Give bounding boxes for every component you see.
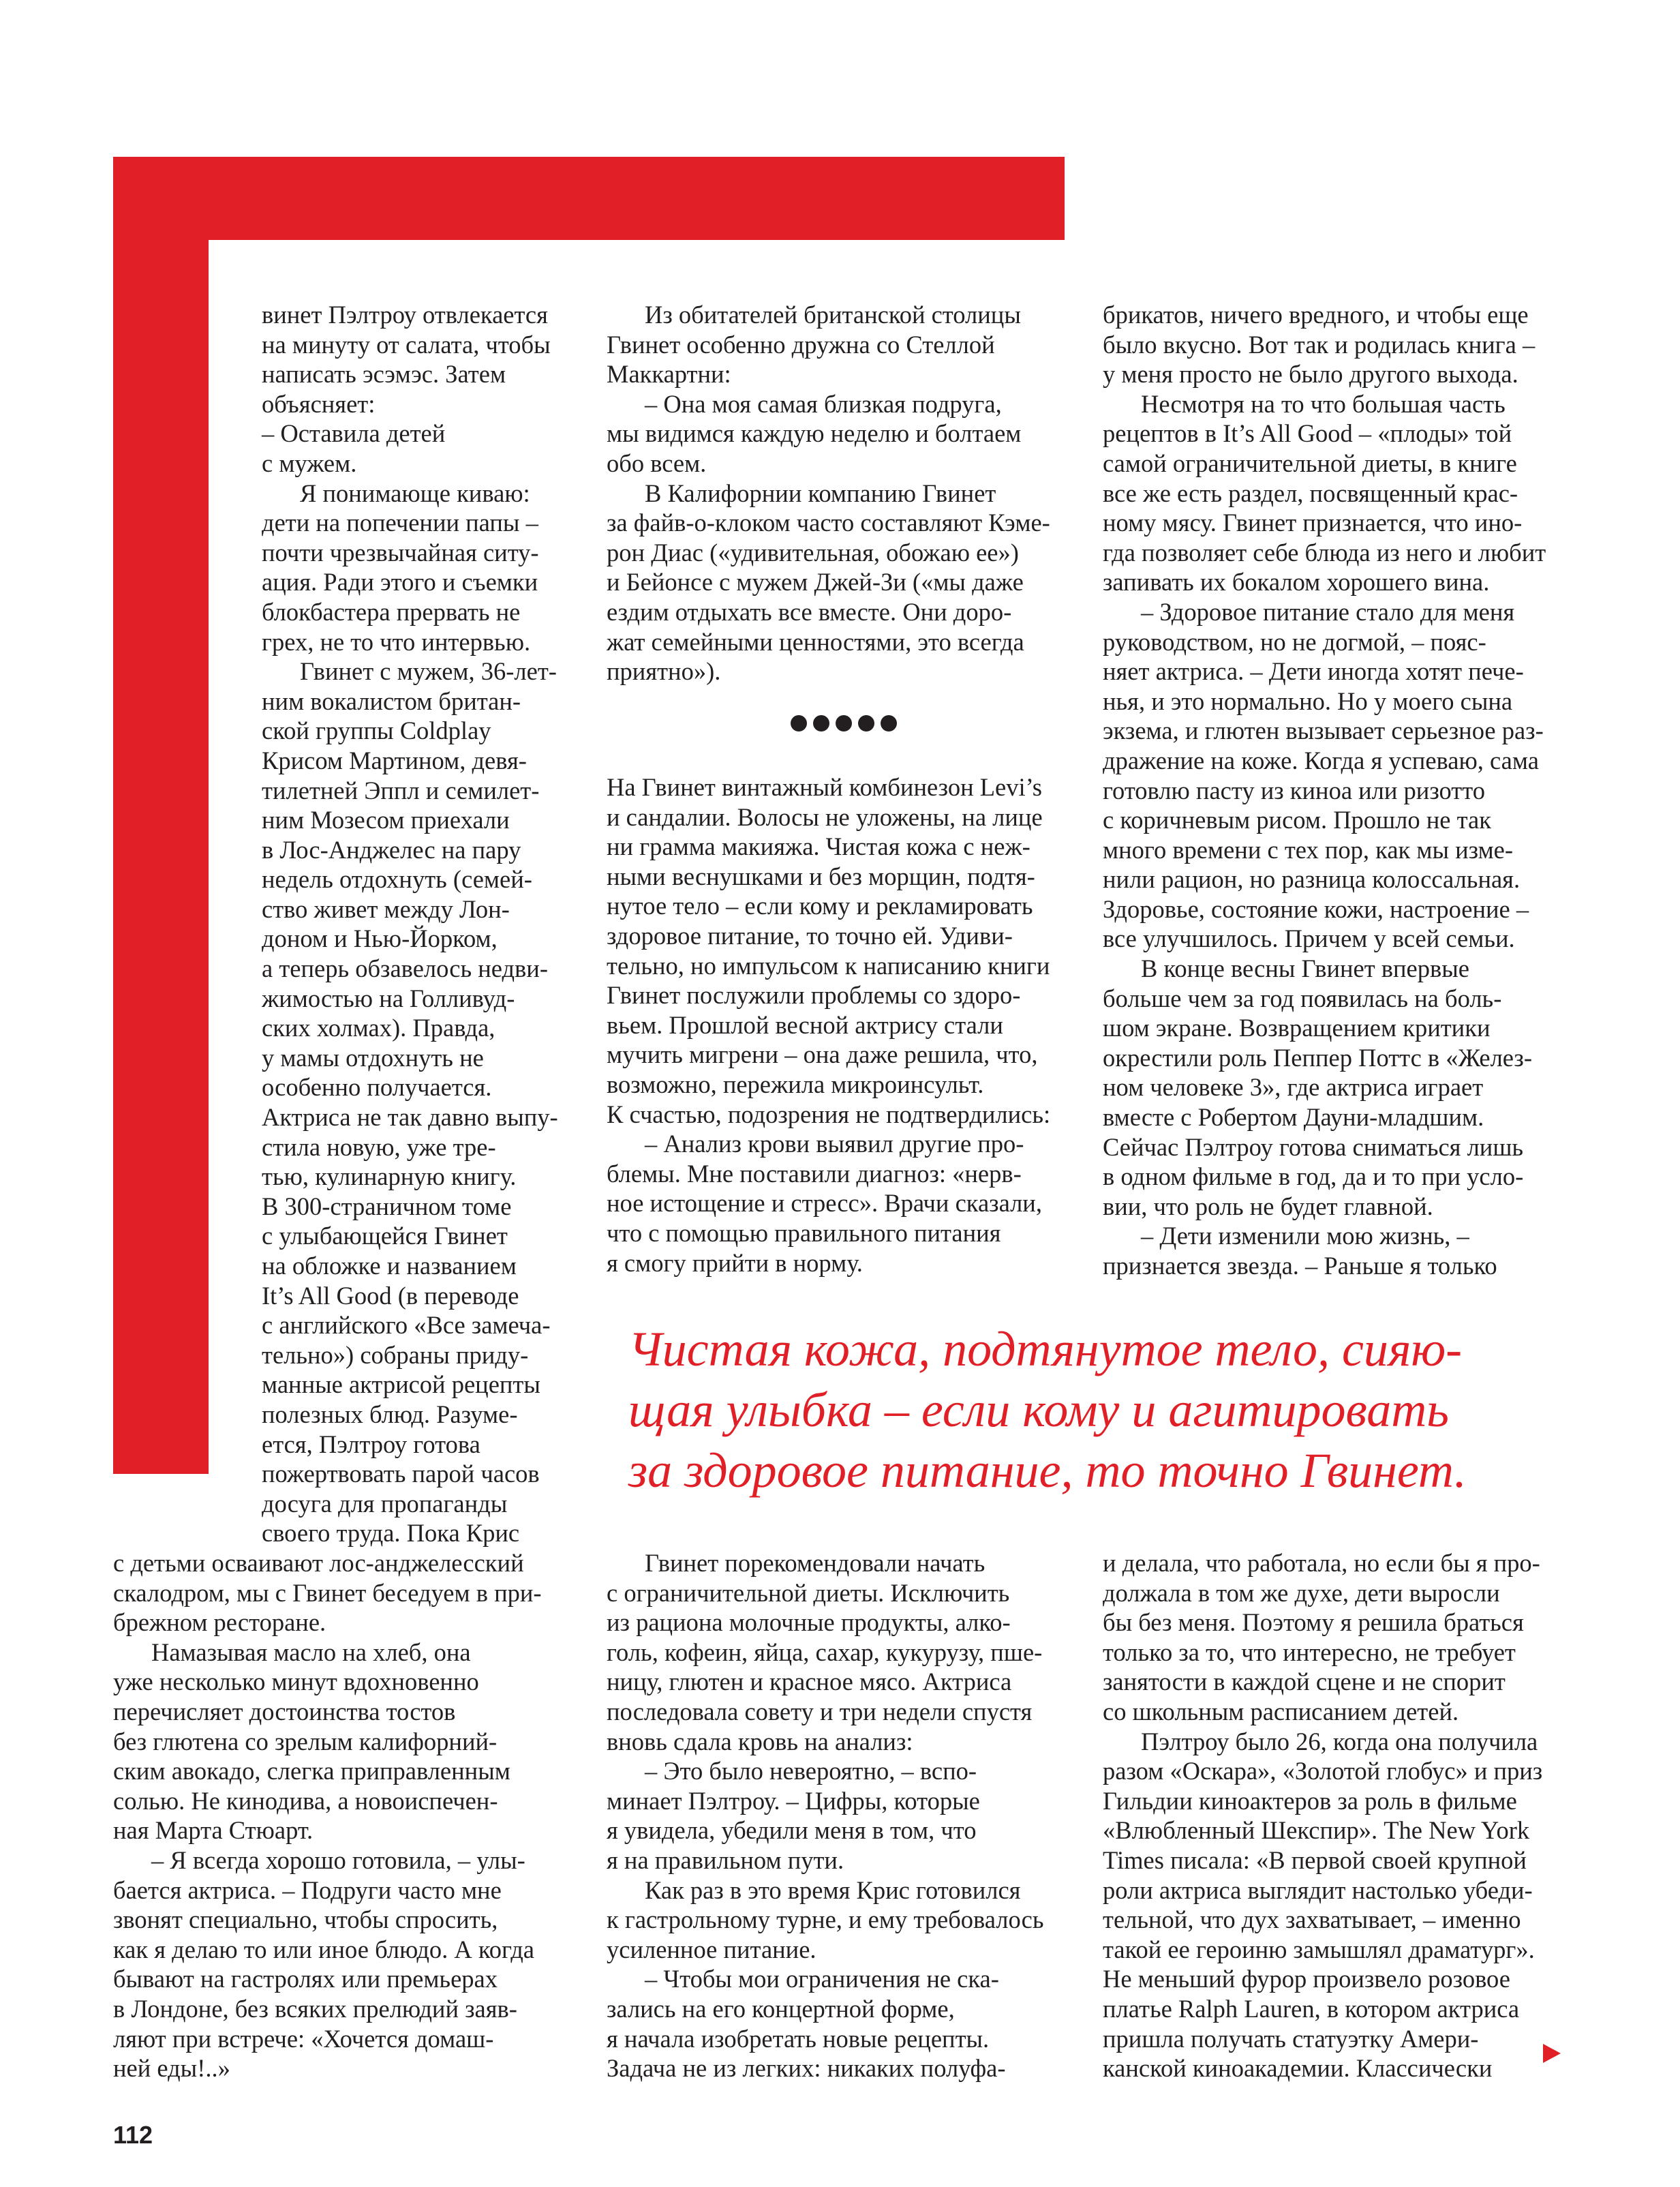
text-line: мы видимся каждую неделю и болтаем <box>607 419 1022 448</box>
text-line: и делала, что работала, но если бы я про- <box>1103 1549 1540 1577</box>
text-line: бается актриса. – Подруги часто мне <box>113 1875 502 1904</box>
text-line: It’s All Good (в переводе <box>262 1281 519 1310</box>
text-line: шом экране. Возвращением критики <box>1103 1014 1491 1042</box>
column-middle-bottom <box>607 1548 1044 2083</box>
text-line: Крисом Мартином, девя- <box>262 746 527 774</box>
text-line: платье Ralph Lauren, в котором актриса <box>1103 1994 1520 2023</box>
text-line: жат семейными ценностями, это всегда <box>607 627 1024 656</box>
text-line: ется, Пэлтроу готова <box>262 1430 480 1458</box>
text-line: солью. Не кинодива, а новоиспечен- <box>113 1786 498 1815</box>
text-line: блемы. Мне поставили диагноз: «нерв- <box>607 1159 1022 1188</box>
text-line: было вкусно. Вот так и родилась книга – <box>1103 330 1536 359</box>
text-line: ской группы Coldplay <box>262 717 491 745</box>
text-line: я на правильном пути. <box>607 1845 844 1874</box>
text-line: на обложке и названием <box>262 1252 517 1280</box>
text-line: жимостью на Голливуд- <box>262 984 515 1012</box>
text-line: в одном фильме в год, да и то при усло- <box>1103 1162 1524 1191</box>
text-line: тью, кулинарную книгу. <box>262 1162 517 1191</box>
text-line: окрестили роль Пеппер Поттс в «Желез- <box>1103 1043 1532 1072</box>
text-line: ездим отдыхать все вместе. Они доро- <box>607 597 1012 626</box>
text-line: Несмотря на то что большая часть <box>1141 389 1506 418</box>
text-line: признается звезда. – Раньше я только <box>1103 1252 1497 1280</box>
text-line: Из обитателей британской столицы <box>645 301 1021 329</box>
text-line: рецептов в It’s All Good – «плоды» той <box>1103 419 1512 448</box>
text-line: разом «Оскара», «Золотой глобус» и приз <box>1103 1757 1543 1785</box>
column-middle-after-separator <box>607 772 1050 1278</box>
text-line: брикатов, ничего вредного, и чтобы еще <box>1103 301 1529 329</box>
text-line: у мамы отдохнуть не <box>262 1043 484 1072</box>
separator-dot <box>836 715 852 731</box>
text-line: уже несколько минут вдохновенно <box>113 1668 479 1696</box>
text-line: последовала совету и три недели спустя <box>607 1697 1033 1725</box>
text-line: с коричневым рисом. Прошло не так <box>1103 806 1491 834</box>
text-line: – Я всегда хорошо готовила, – улы- <box>151 1845 525 1874</box>
text-line: ляют при встрече: «Хочется домаш- <box>113 2024 494 2053</box>
text-line: обо всем. <box>607 449 707 477</box>
text-line: ским авокадо, слегка приправленным <box>113 1757 510 1785</box>
text-line: нья, и это нормально. Но у моего сына <box>1103 687 1513 715</box>
text-line: голь, кофеин, яйца, сахар, кукурузу, пше- <box>607 1638 1043 1666</box>
text-line: со школьным расписанием детей. <box>1103 1697 1459 1725</box>
text-line: зались на его концертной форме, <box>607 1994 955 2023</box>
text-line: своего труда. Пока Крис <box>262 1519 520 1548</box>
column-middle-top <box>607 300 1050 687</box>
text-line: экзема, и глютен вызывает серьезное раз- <box>1103 717 1544 745</box>
text-line: тельно, но импульсом к написанию книги <box>607 951 1050 980</box>
text-line: что с помощью правильного питания <box>607 1218 1001 1247</box>
text-line: и Бейонсе с мужем Джей-Зи («мы даже <box>607 568 1024 597</box>
text-line: – Анализ крови выявил другие про- <box>645 1130 1024 1158</box>
text-line: канской киноакадемии. Классически <box>1103 2054 1493 2083</box>
text-line: без глютена со зрелым калифорний- <box>113 1727 498 1755</box>
text-line: – Она моя самая близкая подруга, <box>645 389 1002 418</box>
text-line: нили рацион, но разница колоссальная. <box>1103 865 1521 894</box>
red-frame-left <box>113 157 209 1474</box>
separator-dot <box>813 715 829 731</box>
separator-dot <box>858 715 874 731</box>
text-line: вьем. Прошлой весной актрису стали <box>607 1010 1003 1039</box>
text-line: «Влюбленный Шекспир». The New York <box>1103 1816 1530 1845</box>
text-line: за файв-о-клоком часто составляют Кэме- <box>607 509 1050 537</box>
text-line: ному мясу. Гвинет признается, что ино- <box>1103 509 1523 537</box>
text-line: Гвинет послужили проблемы со здоро- <box>607 981 1021 1010</box>
text-line: Гильдии киноактеров за роль в фильме <box>1103 1786 1517 1815</box>
red-frame-top <box>113 157 1065 240</box>
text-line: с детьми осваивают лос-анджелесский <box>113 1549 524 1577</box>
text-line: ация. Ради этого и съемки <box>262 568 538 597</box>
text-line: написать эсэмэс. Затем <box>262 360 506 389</box>
text-line: с улыбающейся Гвинет <box>262 1222 508 1250</box>
text-line: я увидела, убедили меня в том, что <box>607 1816 977 1845</box>
text-line: ских холмах). Правда, <box>262 1014 495 1042</box>
text-line: такой ее героиню замышлял драматург». <box>1103 1935 1535 1963</box>
text-line: Актриса не так давно выпу- <box>262 1103 558 1132</box>
text-line: Я понимающе киваю: <box>300 479 530 507</box>
text-line: ная Марта Стюарт. <box>113 1816 314 1845</box>
text-line: ными веснушками и без морщин, подтя- <box>607 862 1035 890</box>
separator-dot <box>881 715 897 731</box>
text-line: нутое тело – если кому и рекламировать <box>607 892 1033 920</box>
text-line: бы без меня. Поэтому я решила браться <box>1103 1608 1524 1637</box>
text-line: у меня просто не было другого выхода. <box>1103 360 1518 389</box>
text-line: много времени с тех пор, как мы изме- <box>1103 835 1514 864</box>
text-line: Не меньший фурор произвело розовое <box>1103 1965 1510 1993</box>
text-line: тельной, что дух захватывает, – именно <box>1103 1905 1521 1934</box>
text-line: – Чтобы мои ограничения не ска- <box>645 1965 999 1993</box>
pull-quote-line: за здоровое питание, то точно Гвинет. <box>628 1443 1467 1498</box>
text-line: Здоровье, состояние кожи, настроение – <box>1103 894 1529 923</box>
text-line: ним вокалистом британ- <box>262 687 521 715</box>
text-line: с ограничительной диеты. Исключить <box>607 1578 1010 1607</box>
text-line: недель отдохнуть (семей- <box>262 865 532 894</box>
text-line: дражение на коже. Когда я успеваю, сама <box>1103 746 1539 774</box>
text-line: к гастрольному турне, и ему требовалось <box>607 1905 1044 1934</box>
text-line: роли актриса выглядит настолько убеди- <box>1103 1875 1533 1904</box>
text-line: ним Мозесом приехали <box>262 806 510 834</box>
text-line: ни грамма макияжа. Чистая кожа с неж- <box>607 832 1030 861</box>
text-line: я начала изобретать новые рецепты. <box>607 2024 990 2053</box>
text-line: няет актриса. – Дети иногда хотят пече- <box>1103 657 1524 686</box>
text-line: Маккартни: <box>607 360 731 389</box>
text-line: запивать их бокалом хорошего вина. <box>1103 568 1490 597</box>
text-line: должала в том же духе, дети выросли <box>1103 1578 1500 1607</box>
text-line: бывают на гастролях или премьерах <box>113 1965 498 1993</box>
text-line: звонят специально, чтобы спросить, <box>113 1905 498 1934</box>
text-line: усиленное питание. <box>607 1935 816 1963</box>
text-line: блокбастера прервать не <box>262 597 521 626</box>
text-line: а теперь обзавелось недви- <box>262 954 548 983</box>
text-line: минает Пэлтроу. – Цифры, которые <box>607 1786 980 1815</box>
section-separator-dots <box>791 715 897 731</box>
text-line: с английского «Все замеча- <box>262 1311 551 1340</box>
text-line: на минуту от салата, чтобы <box>262 330 551 359</box>
text-line: все улучшилось. Причем у всей семьи. <box>1103 924 1515 953</box>
text-line: Гвинет с мужем, 36-лет- <box>300 657 557 686</box>
text-line: Гвинет особенно дружна со Стеллой <box>607 330 995 359</box>
text-line: досуга для пропаганды <box>262 1489 508 1518</box>
column-right-bottom <box>1103 1548 1542 2083</box>
text-line: Как раз в это время Крис готовился <box>645 1875 1021 1904</box>
text-line: Times писала: «В первой своей крупной <box>1103 1845 1527 1874</box>
text-line: рон Диас («удивительная, обожаю ее») <box>607 538 1019 567</box>
text-line: вместе с Робертом Дауни-младшим. <box>1103 1103 1484 1132</box>
text-line: мучить мигрени – она даже решила, что, <box>607 1040 1038 1069</box>
arrow-right-icon <box>1543 2044 1561 2063</box>
text-line: почти чрезвычайная ситу- <box>262 538 539 567</box>
column-right-top <box>1103 300 1546 1281</box>
text-line: ство живет между Лон- <box>262 894 510 923</box>
pull-quote-line: Чистая кожа, подтянутое тело, сияю- <box>628 1322 1463 1376</box>
text-line: объясняет: <box>262 389 376 418</box>
text-line: тельно») собраны приду- <box>262 1340 529 1369</box>
column-left-bottom <box>113 1548 542 2083</box>
text-line: из рациона молочные продукты, алко- <box>607 1608 1011 1637</box>
text-line: В 300-страничном томе <box>262 1192 512 1220</box>
text-line: тилетней Эппл и семилет- <box>262 776 540 804</box>
text-line: приятно»). <box>607 657 721 686</box>
text-line: вии, что роль не будет главной. <box>1103 1192 1433 1220</box>
text-line: манные актрисой рецепты <box>262 1370 540 1399</box>
text-line: ницу, глютен и красное мясо. Актриса <box>607 1668 1012 1696</box>
text-line: ней еды!..» <box>113 2054 230 2083</box>
pull-quote-line: щая улыбка – если кому и агитировать <box>628 1383 1449 1437</box>
text-line: все же есть раздел, посвященный крас- <box>1103 479 1518 507</box>
text-line: полезных блюд. Разуме- <box>262 1400 518 1428</box>
text-line: Сейчас Пэлтроу готова сниматься лишь <box>1103 1132 1524 1161</box>
text-line: вновь сдала кровь на анализ: <box>607 1727 913 1755</box>
text-line: и сандалии. Волосы не уложены, на лице <box>607 802 1043 831</box>
text-line: – Оставила детей <box>262 419 446 448</box>
text-line: как я делаю то или иное блюдо. А когда <box>113 1935 534 1963</box>
text-line: готовлю пасту из киноа или ризотто <box>1103 776 1485 804</box>
text-line: скалодром, мы с Гвинет беседуем в при- <box>113 1578 542 1607</box>
text-line: руководством, но не догмой, – пояс- <box>1103 627 1486 656</box>
text-line: с мужем. <box>262 449 357 477</box>
text-line: возможно, пережила микроинсульт. <box>607 1070 984 1098</box>
text-line: К счастью, подозрения не подтвердились: <box>607 1100 1051 1128</box>
text-line: В Калифорнии компанию Гвинет <box>645 479 996 507</box>
text-line: Намазывая масло на хлеб, она <box>151 1638 471 1666</box>
text-line: здоровое питание, то точно ей. Удиви- <box>607 921 1013 950</box>
text-line: доном и Нью-Йорком, <box>262 924 498 953</box>
text-line: особенно получается. <box>262 1073 492 1102</box>
text-line: ное истощение и стресс». Врачи сказали, <box>607 1189 1042 1218</box>
text-line: больше чем за год появилась на боль- <box>1103 984 1502 1012</box>
text-line: дети на попечении папы – <box>262 509 538 537</box>
text-line: Гвинет порекомендовали начать <box>645 1549 986 1577</box>
text-line: Пэлтроу было 26, когда она получила <box>1141 1727 1538 1755</box>
text-line: перечисляет достоинства тостов <box>113 1697 456 1725</box>
text-line: самой ограничительной диеты, в книге <box>1103 449 1517 477</box>
text-line: – Дети изменили мою жизнь, – <box>1141 1222 1469 1250</box>
text-line: занятости в каждой сцене и не спорит <box>1103 1668 1506 1696</box>
text-line: винет Пэлтроу отвлекается <box>262 301 548 329</box>
text-line: в Лондоне, без всяких прелюдий заяв- <box>113 1994 517 2023</box>
text-line: грех, не то что интервью. <box>262 627 531 656</box>
text-line: пришла получать статуэтку Амери- <box>1103 2024 1479 2053</box>
text-line: В конце весны Гвинет впервые <box>1141 954 1469 983</box>
page-number: 112 <box>113 2121 153 2149</box>
text-line: ном человеке 3», где актриса играет <box>1103 1073 1484 1102</box>
text-line: – Это было невероятно, – вспо- <box>645 1757 977 1785</box>
separator-dot <box>791 715 807 731</box>
text-line: брежном ресторане. <box>113 1608 326 1637</box>
text-line: – Здоровое питание стало для меня <box>1141 597 1515 626</box>
text-line: пожертвовать парой часов <box>262 1460 540 1488</box>
pull-quote <box>628 1319 1467 1501</box>
text-line: Задача не из легких: никаких полуфа- <box>607 2054 1006 2083</box>
text-line: гда позволяет себе блюда из него и любит <box>1103 538 1546 567</box>
text-line: стила новую, уже тре- <box>262 1132 496 1161</box>
text-line: только за то, что интересно, не требует <box>1103 1638 1516 1666</box>
text-line: я смогу прийти в норму. <box>607 1248 863 1277</box>
text-line: На Гвинет винтажный комбинезон Levi’s <box>607 773 1042 801</box>
column-left-top <box>262 300 558 1548</box>
text-line: в Лос-Анджелес на пару <box>262 835 521 864</box>
